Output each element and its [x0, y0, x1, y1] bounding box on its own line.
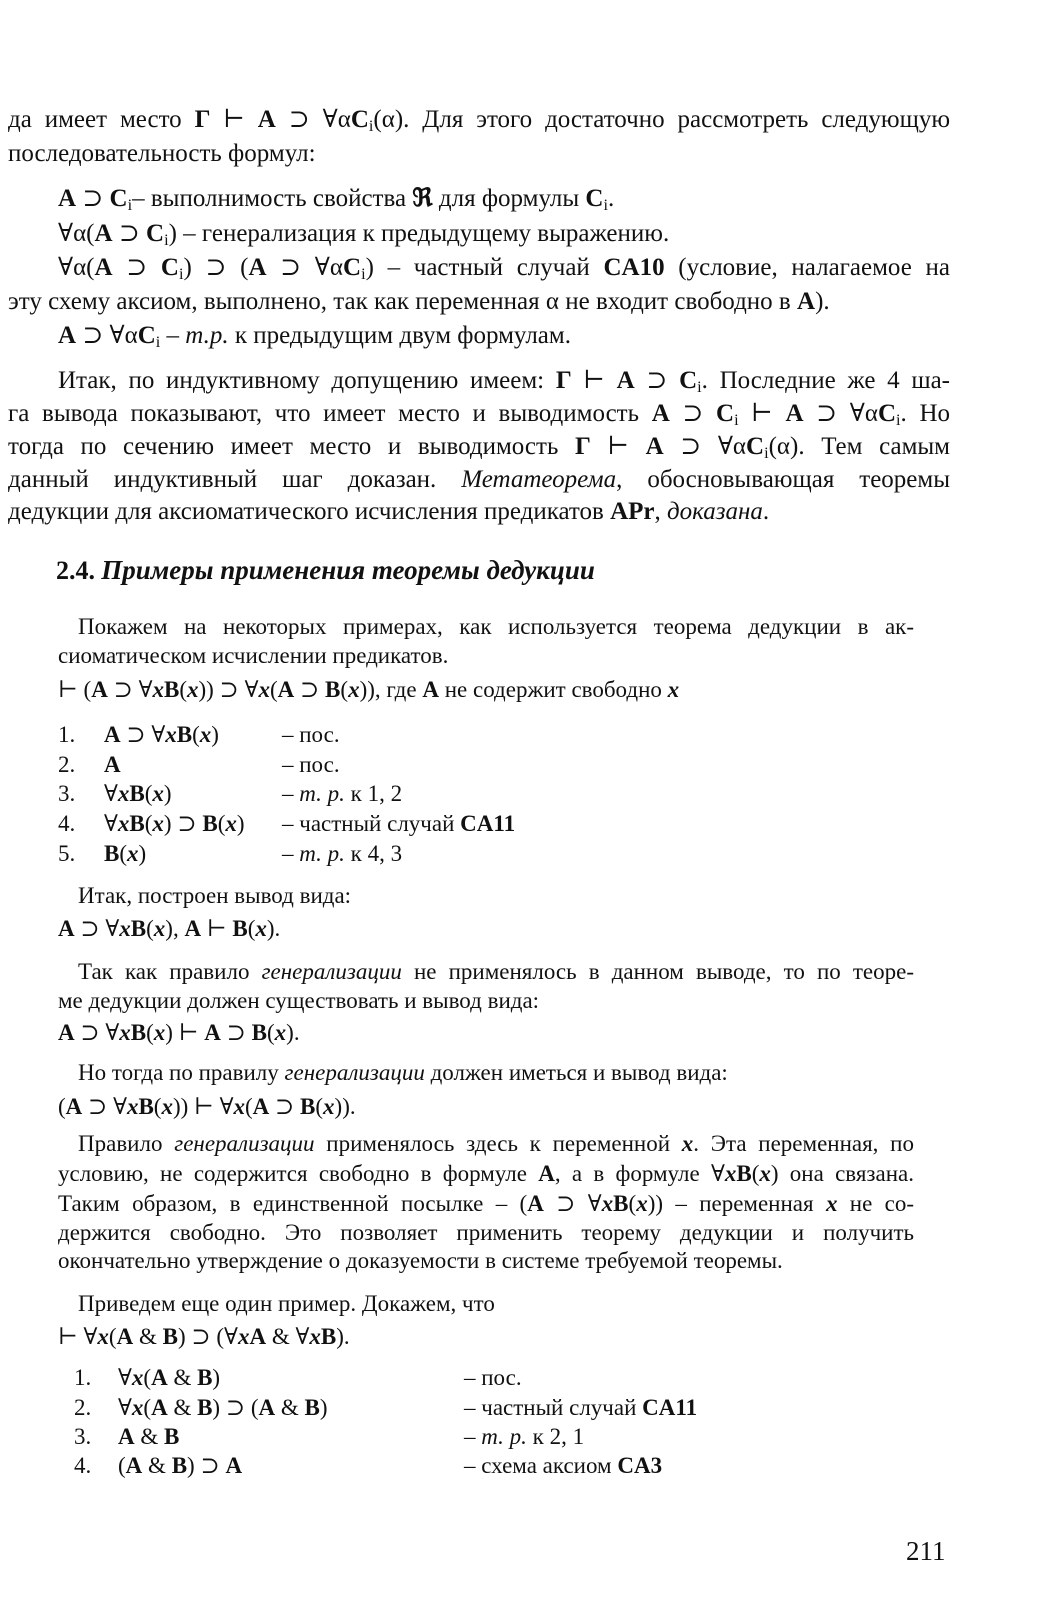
intro-line-2: сиоматическом исчислении предикатов.: [58, 643, 449, 668]
proof-row-comment: – т. р. к 1, 2: [282, 781, 403, 806]
proof-row-comment: – схема аксиом CA3: [464, 1453, 663, 1478]
proof-row-formula: A & B: [118, 1424, 180, 1449]
paragraph-2-line-5: дедукции для аксиоматического исчисления предикатов APr, доказана.: [8, 498, 770, 525]
proof-row-number: 3.: [74, 1424, 92, 1449]
paragraph-3-line-2: A ⊃ ∀xB(x), A ⊢ B(x).: [58, 916, 281, 941]
proof-row-formula: A ⊃ ∀xB(x): [104, 722, 219, 747]
proof-row-formula: B(x): [104, 841, 147, 866]
proof-row-formula: ∀xB(x): [104, 781, 172, 806]
derivation-step-4: A ⊃ $\forall\alpha C_i - т.р$. к предыдущим двум формулам.: [58, 322, 571, 352]
proof-row-formula: A: [104, 752, 121, 777]
theorem-statement-1: ⊢ (A ⊃ ∀xB(x)) ⊃ ∀x(A ⊃ B(x)), где A не содержит свободно x: [58, 677, 680, 702]
paragraph-2-line-2: га вывода показывают, что имеет место и выводимость A ⊃ $C_i$ ⊢ A ⊃ $\forall\alpha C_i$. Но: [8, 400, 951, 430]
derivation-step-2: ∀α(A ⊃ $C_i$) – генерализация к предыдущему выражению.: [58, 220, 670, 250]
paragraph-6-line-2: условию, не содержится свободно в формуле A, а в формуле ∀xB(x) она связана.: [58, 1161, 914, 1186]
proof-row-comment: – частный случай CA11: [464, 1395, 698, 1420]
section-title: Примеры применения теоремы дедукции: [101, 555, 595, 585]
proof-row-formula: ∀x(A & B) ⊃ (A & B): [118, 1395, 328, 1420]
paragraph-6-line-1: Правило генерализации применялось здесь к переменной x. Эта переменная, по: [78, 1131, 914, 1156]
proof-row-number: 3.: [58, 781, 76, 806]
paragraph-6-line-4: держится свободно. Это позволяет применить теорему дедукции и получить: [58, 1220, 914, 1245]
proof-row-number: 2.: [74, 1395, 92, 1420]
paragraph-3-line-1: Итак, построен вывод вида:: [78, 883, 352, 908]
proof-row-number: 1.: [74, 1365, 92, 1390]
paragraph-2-line-3: тогда по сечению имеет место и выводимость Г ⊢ A ⊃ $\forall\alpha C_i(\alpha)$. Тем самым: [8, 433, 951, 463]
paragraph-2-line-4: данный индуктивный шаг доказан. Метатеорема, обосновывающая теоремы: [8, 466, 951, 493]
paragraph-1-line-1: да имеет место Г ⊢ A ⊃ $\forall\alpha C_i(\alpha)$. Для этого достаточно рассмотреть следующую: [8, 106, 950, 136]
page-number: 211: [906, 1536, 946, 1566]
paragraph-4-line-2: ме дедукции должен существовать и вывод вида:: [58, 988, 540, 1013]
paragraph-4-line-3: A ⊃ ∀xB(x) ⊢ A ⊃ B(x).: [58, 1020, 300, 1045]
proof-row-number: 1.: [58, 722, 76, 747]
intro-line-1: Покажем на некоторых примерах, как используется теорема дедукции в ак-: [78, 614, 914, 639]
theorem-statement-2: ⊢ ∀x(A & B) ⊃ (∀xA & ∀xB).: [58, 1324, 350, 1349]
proof-row-comment: – т. р. к 4, 3: [282, 841, 403, 866]
derivation-step-3-line-1: ∀α(A ⊃ $C_i$) ⊃ (A ⊃ $\forall\alpha C_i$) – частный случай CA10 (условие, налагаемое на: [58, 254, 950, 284]
proof-row-number: 5.: [58, 841, 76, 866]
proof-row-comment: – т. р. к 2, 1: [464, 1424, 585, 1449]
proof-row-comment: – пос.: [464, 1365, 522, 1390]
proof-row-formula: ∀x(A & B): [118, 1365, 221, 1390]
proof-row-number: 2.: [58, 752, 76, 777]
paragraph-4-line-1: Так как правило генерализации не применялось в данном выводе, то по теоре-: [78, 959, 914, 984]
proof-row-comment: – частный случай CA11: [282, 811, 516, 836]
paragraph-2-line-1: Итак, по индуктивному допущению имеем: Г ⊢ A ⊃ $C_i$. Последние же 4 ша-: [58, 367, 950, 397]
proof-row-formula: (A & B) ⊃ A: [118, 1453, 243, 1478]
derivation-step-1: A ⊃ $C_i-$ выполнимость свойства ℜ для формулы $C_i$.: [58, 185, 615, 215]
proof-row-number: 4.: [58, 811, 76, 836]
proof-row-comment: – пос.: [282, 722, 340, 747]
proof-row-number: 4.: [74, 1453, 92, 1478]
proof-row-comment: – пос.: [282, 752, 340, 777]
paragraph-5-line-1: Но тогда по правилу генерализации должен иметься и вывод вида:: [78, 1060, 728, 1085]
paragraph-1-line-2: последовательность формул:: [8, 140, 316, 167]
paragraph-5-line-2: (A ⊃ ∀xB(x)) ⊢ ∀x(A ⊃ B(x)).: [58, 1094, 356, 1119]
section-heading: [56, 555, 595, 587]
paragraph-6-line-5: окончательно утверждение о доказуемости в системе требуемой теоремы.: [58, 1248, 783, 1273]
proof-row-formula: ∀xB(x) ⊃ B(x): [104, 811, 245, 836]
paragraph-6-line-3: Таким образом, в единственной посылке – (A ⊃ ∀xB(x)) – переменная x не со-: [58, 1191, 915, 1216]
derivation-step-3-line-2: эту схему аксиом, выполнено, так как переменная α не входит свободно в A).: [8, 288, 830, 315]
section-number: 2.4.: [56, 556, 95, 585]
paragraph-7-line-1: Приведем еще один пример. Докажем, что: [78, 1291, 495, 1316]
